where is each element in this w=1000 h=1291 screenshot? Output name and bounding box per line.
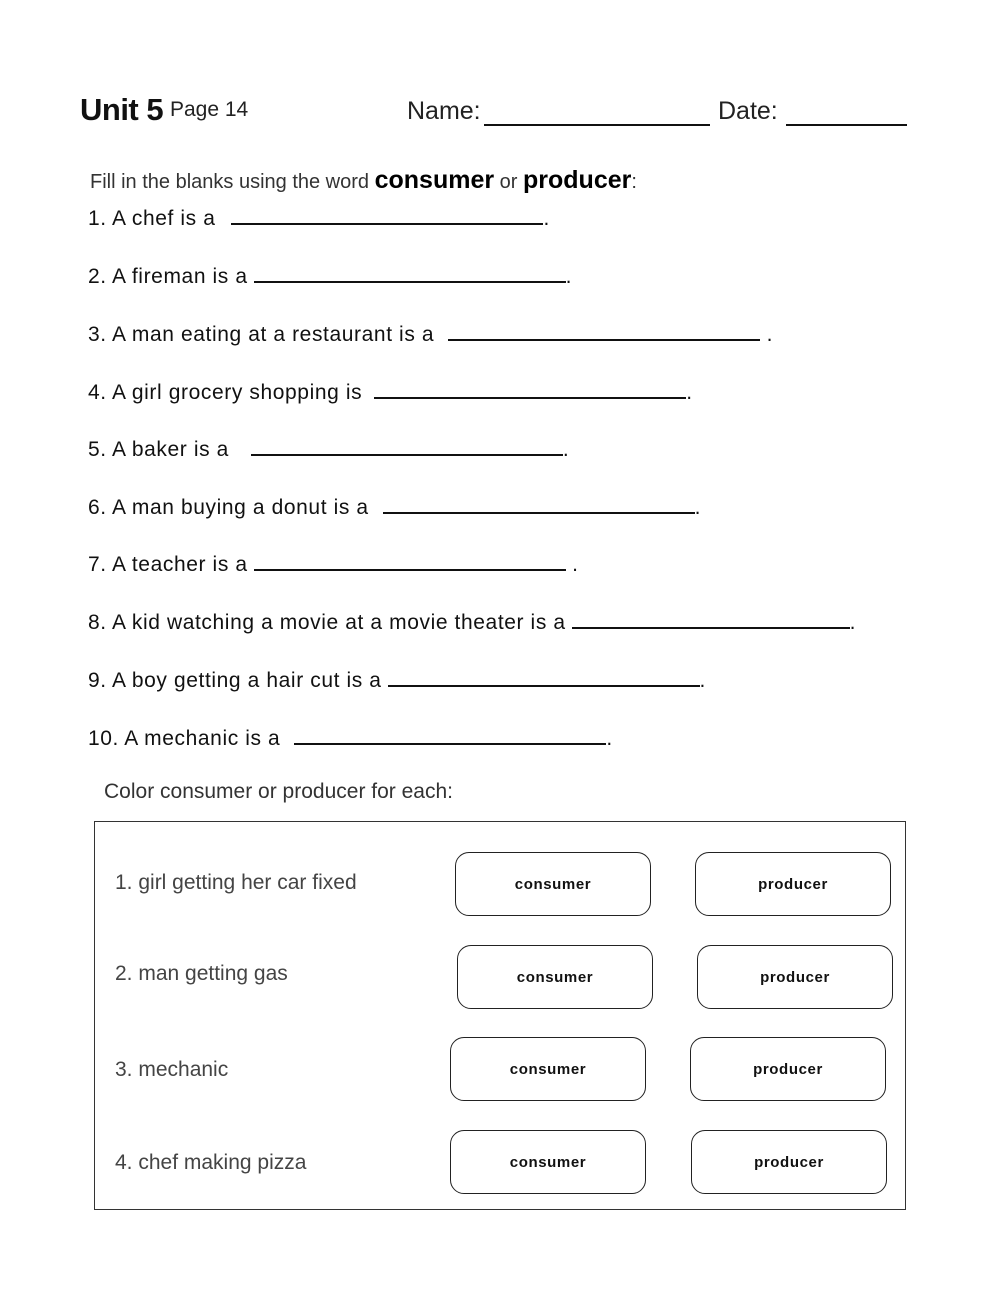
color-instructions: Color consumer or producer for each: — [104, 780, 453, 803]
instructions-suffix: : — [631, 171, 637, 193]
question-8 — [88, 611, 856, 635]
question-text: 1. A chef is a — [88, 207, 216, 230]
consumer-choice-button[interactable]: consumer — [457, 945, 653, 1009]
question-1 — [88, 207, 550, 231]
question-text: 6. A man buying a donut is a — [88, 496, 369, 519]
question-text: 3. A man eating at a restaurant is a — [88, 323, 435, 346]
question-text: 9. A boy getting a hair cut is a — [88, 669, 382, 692]
keyword-producer: producer — [523, 166, 632, 194]
question-text: 2. A fireman is a — [88, 265, 248, 288]
question-end: . — [849, 611, 857, 634]
answer-blank[interactable] — [251, 438, 563, 456]
question-end: . — [694, 496, 702, 519]
question-text: 10. A mechanic is a — [88, 727, 281, 750]
question-2 — [88, 265, 572, 289]
keyword-consumer: consumer — [374, 166, 495, 194]
page-number: Page 14 — [170, 98, 249, 121]
color-item-label: 2. man getting gas — [115, 962, 288, 985]
answer-blank[interactable] — [294, 727, 606, 745]
question-9 — [88, 669, 706, 693]
color-item-label: 3. mechanic — [115, 1058, 229, 1081]
date-label: Date: — [718, 97, 778, 125]
question-text: 8. A kid watching a movie at a movie theater is a — [88, 611, 566, 634]
producer-choice-button[interactable]: producer — [691, 1130, 887, 1194]
producer-choice-button[interactable]: producer — [690, 1037, 886, 1101]
question-4 — [88, 381, 693, 405]
consumer-choice-button[interactable]: consumer — [450, 1037, 646, 1101]
answer-blank[interactable] — [388, 669, 700, 687]
answer-blank[interactable] — [231, 207, 543, 225]
question-end: . — [760, 323, 774, 346]
question-text: 7. A teacher is a — [88, 553, 248, 576]
name-field[interactable] — [484, 124, 710, 126]
consumer-choice-button[interactable]: consumer — [450, 1130, 646, 1194]
question-end: . — [543, 207, 550, 230]
question-end: . — [565, 265, 573, 288]
date-field[interactable] — [786, 124, 907, 126]
producer-choice-button[interactable]: producer — [695, 852, 891, 916]
name-label: Name: — [407, 97, 481, 125]
question-7 — [88, 553, 579, 577]
instructions-prefix: Fill in the blanks using the word — [90, 171, 370, 193]
question-text: 4. A girl grocery shopping is — [88, 381, 363, 404]
consumer-choice-button[interactable]: consumer — [455, 852, 651, 916]
question-end: . — [686, 381, 693, 404]
answer-blank[interactable] — [572, 611, 850, 629]
color-item-label: 1. girl getting her car fixed — [115, 871, 357, 894]
fill-in-instructions — [90, 166, 637, 195]
answer-blank[interactable] — [448, 323, 760, 341]
instructions-or: or — [499, 171, 518, 193]
question-3 — [88, 323, 773, 347]
question-end: . — [606, 727, 613, 750]
question-end: . — [565, 553, 579, 576]
color-item-label: 4. chef making pizza — [115, 1151, 307, 1174]
question-end: . — [562, 438, 570, 461]
producer-choice-button[interactable]: producer — [697, 945, 893, 1009]
answer-blank[interactable] — [254, 553, 566, 571]
unit-title: Unit 5 — [80, 92, 164, 127]
question-5 — [88, 438, 569, 462]
answer-blank[interactable] — [254, 265, 566, 283]
answer-blank[interactable] — [383, 496, 695, 514]
question-text: 5. A baker is a — [88, 438, 229, 461]
question-10 — [88, 727, 613, 751]
answer-blank[interactable] — [374, 381, 686, 399]
question-6 — [88, 496, 701, 520]
question-end: . — [699, 669, 706, 692]
